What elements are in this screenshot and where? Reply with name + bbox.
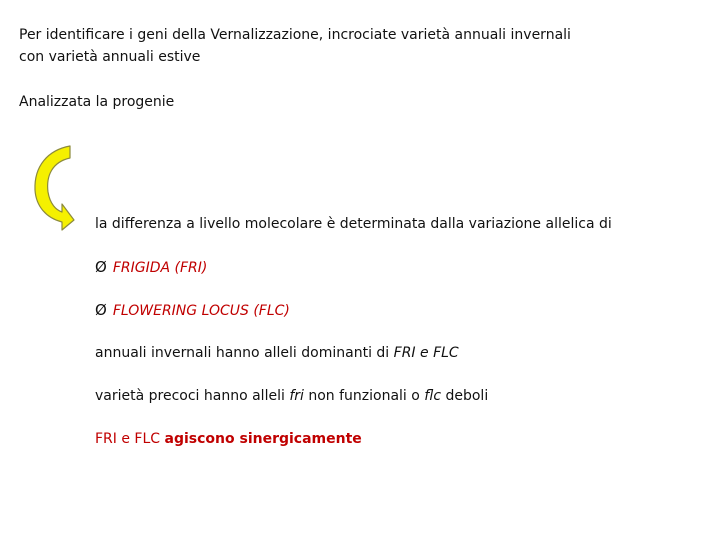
precoci-text [95,385,488,407]
invernali-genes: FRI e FLC [393,345,459,361]
sinergia-prefix: FRI e FLC [95,431,165,447]
bullet-fri [95,256,207,279]
progenie-text: Analizzata la progenie [19,94,175,110]
precoci-flc: flc [424,388,442,404]
bullet-arrow-icon: Ø [95,301,107,319]
precoci-part1: varietà precoci hanno alleli [95,388,290,404]
bullet-arrow-icon: Ø [95,258,107,276]
invernali-text [95,342,459,364]
curved-arrow-icon [32,142,80,232]
bullet-flc [95,299,290,322]
intro-line-1: Per identificare i geni della Vernalizzazione, incrociate varietà annuali invernali [19,27,571,43]
sinergia-bold: agiscono sinergicamente [164,431,362,447]
precoci-part2: non funzionali o [303,388,425,404]
precoci-part3: deboli [441,388,489,404]
intro-line-2: con varietà annuali estive [19,49,201,65]
bullet-label: FLOWERING LOCUS (FLC) [112,303,290,319]
precoci-fri: fri [289,388,304,404]
invernali-prefix: annuali invernali hanno alleli dominanti di [95,345,394,361]
differenza-text: la differenza a livello molecolare è determinata dalla variazione allelica di [95,216,612,232]
intro-text [19,24,571,68]
bullet-label: FRIGIDA (FRI) [112,260,208,276]
sinergia-text [95,428,362,450]
